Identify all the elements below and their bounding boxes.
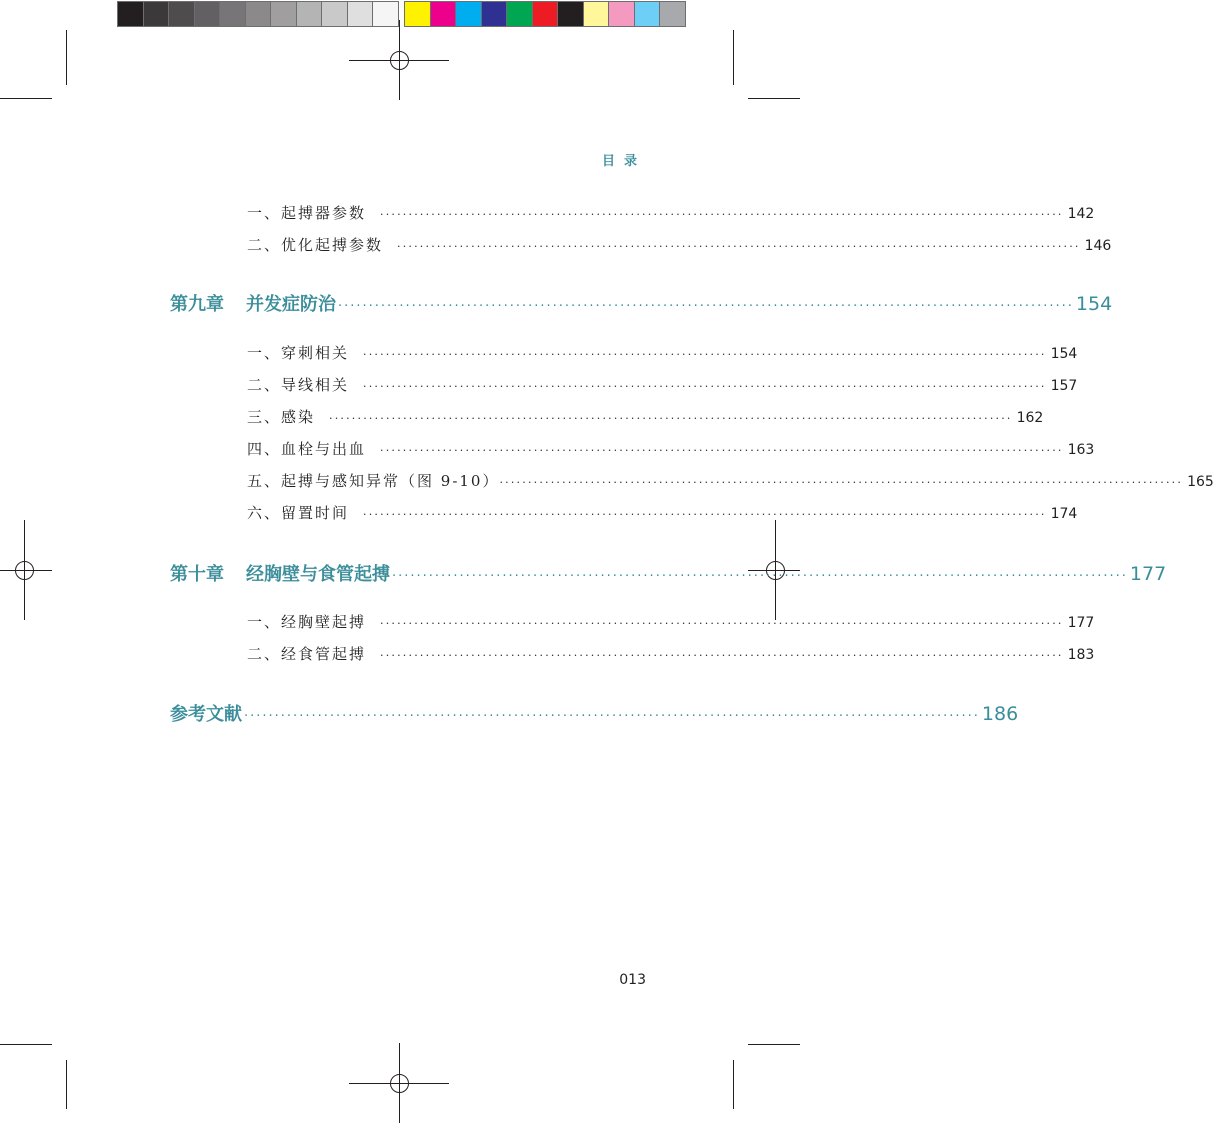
dot-leader: ························································································································ — [244, 709, 980, 724]
section-label: 一、经胸壁起搏 — [247, 613, 367, 631]
section-page: 162 — [1016, 410, 1044, 426]
dot-leader: ························································································································ — [499, 476, 1184, 489]
toc-section[interactable] — [247, 643, 1095, 664]
crop-mark — [66, 1060, 67, 1109]
chapter-label: 第十章 — [170, 564, 224, 585]
toc-section[interactable] — [247, 374, 1078, 395]
gray-swatch — [194, 1, 221, 27]
dot-leader: ························································································································ — [363, 348, 1047, 361]
color-swatch — [557, 1, 584, 27]
section-page: 183 — [1067, 647, 1095, 663]
crop-mark — [0, 1044, 52, 1045]
crop-mark — [748, 98, 800, 99]
chapter-label: 第九章 — [170, 294, 224, 315]
gray-swatch — [245, 1, 272, 27]
references-page: 186 — [981, 703, 1019, 725]
dot-leader: ························································································································ — [380, 444, 1064, 457]
gray-swatch — [270, 1, 297, 27]
dot-leader: ························································································································ — [397, 240, 1081, 253]
section-page: 142 — [1067, 206, 1095, 222]
running-header: 目录 — [601, 154, 646, 169]
dot-leader: ························································································································ — [380, 649, 1064, 662]
toc-references[interactable] — [170, 700, 1019, 726]
section-label: 三、感染 — [247, 408, 316, 426]
toc-section[interactable] — [247, 406, 1044, 427]
crop-mark — [733, 1060, 734, 1109]
dot-leader: ························································································································ — [329, 412, 1013, 425]
toc-chapter-10[interactable] — [170, 560, 1167, 586]
crop-mark — [733, 30, 734, 85]
color-swatch — [659, 1, 686, 27]
gray-swatch — [143, 1, 170, 27]
dot-leader: ························································································································ — [338, 299, 1074, 314]
toc-section[interactable] — [247, 611, 1095, 632]
color-swatch — [532, 1, 559, 27]
color-swatch — [634, 1, 661, 27]
chapter-page: 177 — [1129, 563, 1167, 585]
section-label: 六、留置时间 — [247, 504, 350, 522]
section-label: 二、经食管起搏 — [247, 645, 367, 663]
dot-leader: ························································································································ — [380, 617, 1064, 630]
toc-chapter-9[interactable] — [170, 290, 1113, 316]
section-label: 二、优化起搏参数 — [247, 236, 384, 254]
gray-swatch — [219, 1, 246, 27]
section-page: 174 — [1050, 506, 1078, 522]
gray-swatch — [296, 1, 323, 27]
registration-mark — [349, 20, 449, 100]
toc-section[interactable] — [247, 470, 1214, 491]
toc-section[interactable] — [247, 202, 1095, 223]
toc-section[interactable] — [247, 342, 1078, 363]
dot-leader: ························································································································ — [392, 569, 1128, 584]
section-label: 四、血栓与出血 — [247, 440, 367, 458]
chapter-title: 经胸壁与食管起搏 — [246, 564, 390, 585]
registration-mark — [0, 520, 52, 620]
color-swatch — [455, 1, 482, 27]
dot-leader: ························································································································ — [380, 208, 1064, 221]
crop-mark — [748, 1044, 800, 1045]
color-swatch — [481, 1, 508, 27]
registration-mark — [349, 1043, 449, 1123]
dot-leader: ························································································································ — [363, 508, 1047, 521]
chapter-page: 154 — [1075, 293, 1113, 315]
gray-swatch — [168, 1, 195, 27]
crop-mark — [0, 98, 52, 99]
section-page: 146 — [1084, 238, 1112, 254]
color-swatch — [608, 1, 635, 27]
dot-leader: ························································································································ — [363, 380, 1047, 393]
toc-section[interactable] — [247, 438, 1095, 459]
color-swatch — [583, 1, 610, 27]
section-label: 一、穿刺相关 — [247, 344, 350, 362]
section-label: 二、导线相关 — [247, 376, 350, 394]
section-page: 165 — [1187, 474, 1214, 490]
crop-mark — [66, 30, 67, 85]
section-label: 一、起搏器参数 — [247, 204, 367, 222]
section-page: 154 — [1050, 346, 1078, 362]
page-number: 013 — [619, 972, 646, 988]
gray-swatch — [117, 1, 144, 27]
toc-section[interactable] — [247, 234, 1112, 255]
section-page: 163 — [1067, 442, 1095, 458]
toc-section[interactable] — [247, 502, 1078, 523]
chapter-title: 并发症防治 — [246, 294, 336, 315]
gray-swatch — [321, 1, 348, 27]
section-page: 157 — [1050, 378, 1078, 394]
references-title: 参考文献 — [170, 704, 242, 725]
color-swatch — [506, 1, 533, 27]
section-page: 177 — [1067, 615, 1095, 631]
section-label: 五、起搏与感知异常（图 9-10） — [247, 472, 500, 490]
